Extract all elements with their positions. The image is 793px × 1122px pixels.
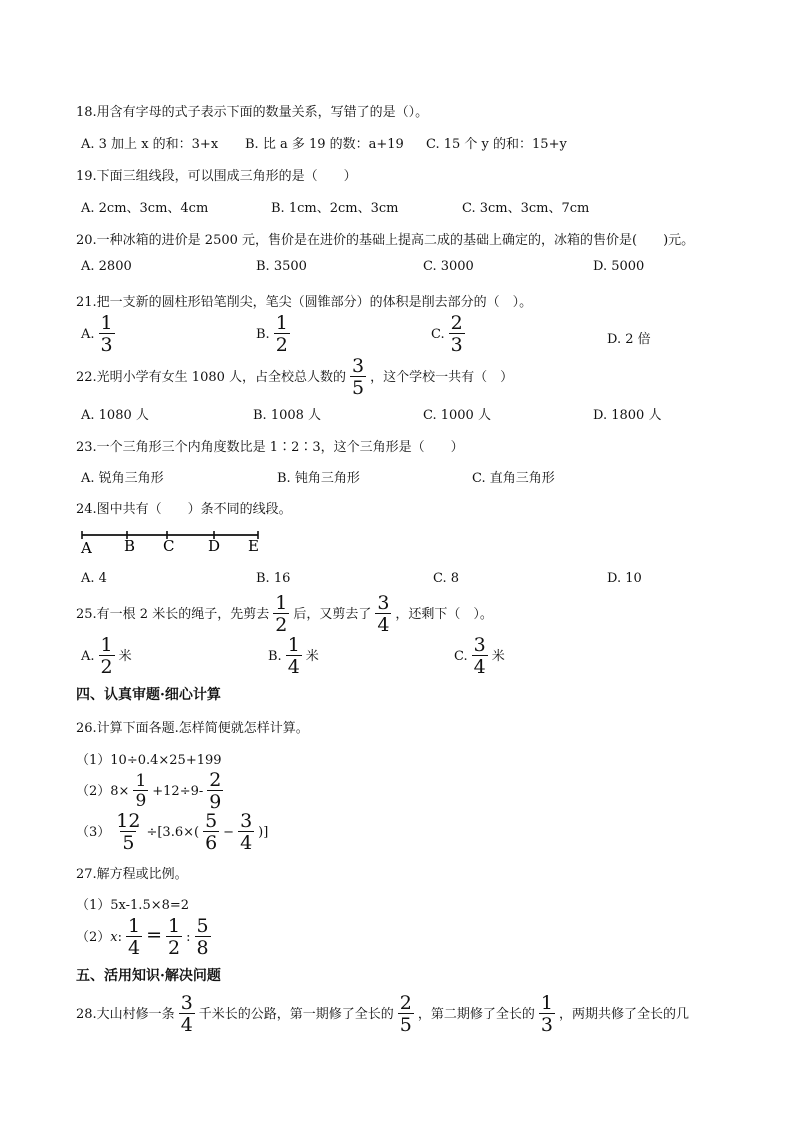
fraction: $\frac{1}{2}$ bbox=[100, 634, 113, 678]
point-a-label: A bbox=[81, 539, 92, 557]
option-20b: B. 3500 bbox=[256, 259, 307, 274]
fraction: $\frac{2}{5}$ bbox=[399, 992, 412, 1036]
fraction: $\frac{3}{4}$ bbox=[180, 992, 193, 1036]
fraction: $\frac{5}{6}$ bbox=[205, 810, 218, 854]
fraction: $\frac{1}{3}$ bbox=[540, 992, 553, 1036]
option-22d: D. 1800 人 bbox=[593, 408, 662, 423]
point-e-label: E bbox=[248, 537, 259, 555]
question-22: 22.光明小学有女生 1080 人，占全校总人数的 $\frac{3}{5}$ ，这个学校一共有（ ） bbox=[76, 355, 514, 399]
option-22c: C. 1000 人 bbox=[423, 408, 491, 423]
question-27: 27.解方程或比例。 bbox=[76, 867, 188, 882]
section-heading-4: 四、认真审题·细心计算 bbox=[76, 687, 221, 703]
option-19c: C. 3cm、3cm、7cm bbox=[462, 201, 590, 216]
option-22b: B. 1008 人 bbox=[253, 408, 322, 423]
option-21b: B. $\frac{1}{2}$ bbox=[256, 312, 288, 356]
option-21c: C. $\frac{2}{3}$ bbox=[431, 312, 463, 356]
option-25b: B. $\frac{1}{4}$ 米 bbox=[268, 634, 319, 678]
q27-part1: （1）5x-1.5×8=2 bbox=[76, 898, 190, 913]
option-24b: B. 16 bbox=[256, 571, 291, 586]
line-segment-figure bbox=[74, 530, 274, 558]
option-19a: A. 2cm、3cm、4cm bbox=[81, 201, 209, 216]
option-24c: C. 8 bbox=[433, 571, 460, 586]
section-heading-5: 五、活用知识·解决问题 bbox=[76, 968, 221, 984]
fraction: $\frac{3}{4}$ bbox=[377, 592, 390, 636]
fraction: $\frac{2}{3}$ bbox=[450, 312, 463, 356]
fraction: $\frac{3}{4}$ bbox=[473, 634, 486, 678]
option-20d: D. 5000 bbox=[593, 259, 645, 274]
option-23c: C. 直角三角形 bbox=[472, 471, 555, 486]
option-24d: D. 10 bbox=[607, 571, 642, 586]
option-22a: A. 1080 人 bbox=[81, 408, 149, 423]
q26-part2: （2）8× $\frac{1}{9}$ +12÷9- $\frac{2}{9}$ bbox=[76, 769, 222, 813]
point-d-label: D bbox=[208, 537, 221, 555]
fraction: $\frac{1}{4}$ bbox=[128, 915, 141, 959]
fraction: $\frac{12}{5}$ bbox=[116, 810, 141, 854]
fraction: $\frac{1}{2}$ bbox=[275, 312, 288, 356]
fraction: $\frac{1}{4}$ bbox=[287, 634, 300, 678]
question-28: 28.大山村修一条 $\frac{3}{4}$ 千米长的公路，第一期修了全长的 $\frac{2}{5}$ ，第二期修了全长的 $\frac{1}{3}$ ，两期共修了全长的几 bbox=[76, 992, 690, 1036]
q26-part1: （1）10÷0.4×25+199 bbox=[76, 753, 222, 768]
question-25: 25.有一根 2 米长的绳子，先剪去 $\frac{1}{2}$ 后，又剪去了 $\frac{3}{4}$ ，还剩下（ ）。 bbox=[76, 592, 493, 636]
fraction: $\frac{1}{3}$ bbox=[100, 312, 113, 356]
fraction: $\frac{2}{9}$ bbox=[209, 769, 222, 813]
option-23b: B. 钝角三角形 bbox=[277, 471, 360, 486]
question-24: 24.图中共有（ ）条不同的线段。 bbox=[76, 502, 292, 517]
fraction: $\frac{1}{2}$ bbox=[168, 915, 181, 959]
question-19: 19.下面三组线段，可以围成三角形的是（ ） bbox=[76, 169, 357, 184]
option-21d: D. 2 倍 bbox=[607, 332, 651, 347]
option-21a: A. $\frac{1}{3}$ bbox=[81, 312, 113, 356]
question-23: 23.一个三角形三个内角度数比是 1∶2∶3，这个三角形是（ ） bbox=[76, 440, 464, 455]
question-26: 26.计算下面各题.怎样简便就怎样计算。 bbox=[76, 721, 309, 736]
fraction: $\frac{1}{9}$ bbox=[135, 771, 147, 811]
point-b-label: B bbox=[124, 537, 136, 555]
point-c-label: C bbox=[163, 537, 175, 555]
option-19b: B. 1cm、2cm、3cm bbox=[271, 201, 399, 216]
question-18: 18.用含有字母的式子表示下面的数量关系，写错了的是（）。 bbox=[76, 105, 429, 120]
option-25c: C. $\frac{3}{4}$ 米 bbox=[454, 634, 505, 678]
q27-part2: （2）x: $\frac{1}{4}$ = $\frac{1}{2}$ : $\frac{5}{8}$ bbox=[76, 915, 209, 959]
question-21: 21.把一支新的圆柱形铅笔削尖，笔尖（圆锥部分）的体积是削去部分的（ ）。 bbox=[76, 295, 533, 310]
option-18b: B. 比 a 多 19 的数：a+19 bbox=[245, 137, 404, 152]
question-20: 20.一种冰箱的进价是 2500 元，售价是在进价的基础上提高二成的基础上确定的，冰箱的售价是( )元。 bbox=[76, 233, 695, 248]
option-20c: C. 3000 bbox=[423, 259, 474, 274]
fraction: $\frac{3}{5}$ bbox=[352, 355, 365, 399]
option-23a: A. 锐角三角形 bbox=[81, 471, 164, 486]
option-25a: A. $\frac{1}{2}$ 米 bbox=[81, 634, 132, 678]
fraction: $\frac{1}{2}$ bbox=[275, 592, 288, 636]
fraction: $\frac{3}{4}$ bbox=[240, 810, 253, 854]
option-18c: C. 15 个 y 的和：15+y bbox=[426, 137, 567, 152]
option-20a: A. 2800 bbox=[81, 259, 132, 274]
q26-part3: （3） $\frac{12}{5}$ ÷[3.6×( $\frac{5}{6}$ − $\frac{3}{4}$ )] bbox=[76, 810, 269, 854]
fraction: $\frac{5}{8}$ bbox=[196, 915, 209, 959]
option-18a: A. 3 加上 x 的和：3+x bbox=[81, 137, 219, 152]
option-24a: A. 4 bbox=[81, 571, 107, 586]
